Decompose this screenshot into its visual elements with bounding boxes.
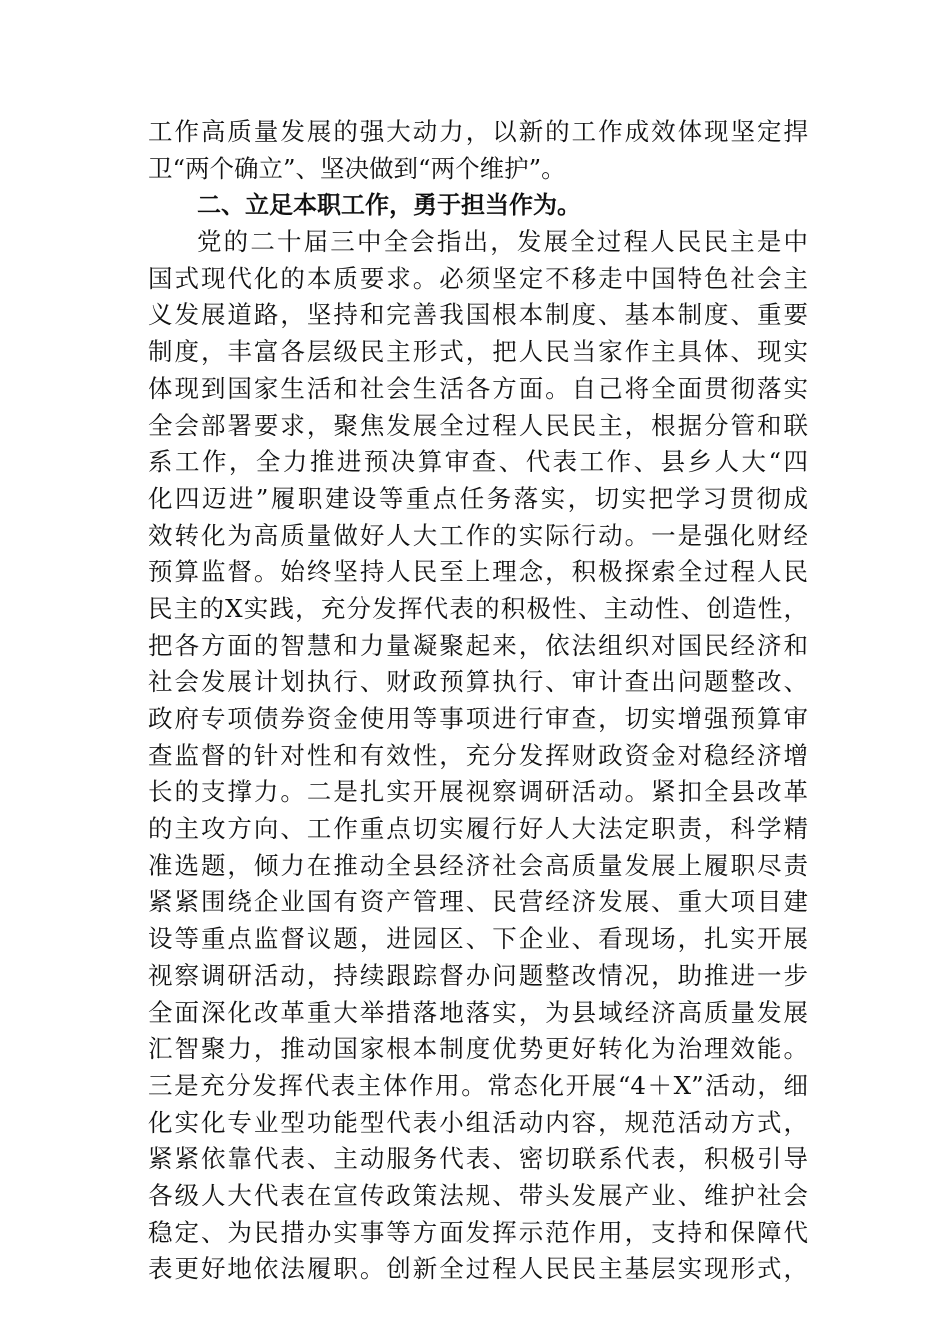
paragraph-line: 体现到国家生活和社会生活各方面。自己将全面贯彻落实 xyxy=(148,373,808,403)
paragraph-line: 三是充分发挥代表主体作用。常态化开展“4＋X”活动，细 xyxy=(148,1070,808,1100)
paragraph-line: 设等重点监督议题，进园区、下企业、看现场，扎实开展 xyxy=(148,924,808,954)
paragraph-line: 效转化为高质量做好人大工作的实际行动。一是强化财经 xyxy=(148,520,808,550)
paragraph-line: 各级人大代表在宣传政策法规、带头发展产业、维护社会 xyxy=(148,1180,808,1210)
document-body xyxy=(148,114,808,1288)
paragraph-line: 工作高质量发展的强大动力，以新的工作成效体现坚定捍 xyxy=(148,117,808,146)
paragraph-line: 长的支撑力。二是扎实开展视察调研活动。紧扣全县改革 xyxy=(148,777,808,807)
paragraph-line: 表更好地依法履职。创新全过程人民民主基层实现形式， xyxy=(148,1254,808,1284)
paragraph-line: 准选题，倾力在推动全县经济社会高质量发展上履职尽责 xyxy=(148,850,808,880)
paragraph-line: 全面深化改革重大举措落地落实，为县域经济高质量发展 xyxy=(148,997,808,1027)
paragraph-line: 预算监督。始终坚持人民至上理念，积极探索全过程人民 xyxy=(148,557,808,587)
paragraph-line: 卫“两个确立”、坚决做到“两个维护”。 xyxy=(148,153,566,183)
paragraph-line: 全会部署要求，聚焦发展全过程人民民主，根据分管和联 xyxy=(148,410,808,440)
paragraph-line: 党的二十届三中全会指出，发展全过程人民民主是中 xyxy=(197,227,808,257)
paragraph-line: 紧紧围绕企业国有资产管理、民营经济发展、重大项目建 xyxy=(148,887,808,917)
paragraph-line: 视察调研活动，持续跟踪督办问题整改情况，助推进一步 xyxy=(148,960,808,990)
paragraph-line: 化四迈进”履职建设等重点任务落实，切实把学习贯彻成 xyxy=(148,483,808,513)
paragraph-line: 查监督的针对性和有效性，充分发挥财政资金对稳经济增 xyxy=(148,740,808,770)
paragraph-line: 把各方面的智慧和力量凝聚起来，依法组织对国民经济和 xyxy=(148,630,808,660)
paragraph-line: 民主的X实践，充分发挥代表的积极性、主动性、创造性， xyxy=(148,593,808,623)
paragraph-line: 系工作，全力推进预决算审查、代表工作、县乡人大“四 xyxy=(148,447,808,477)
paragraph-line: 的主攻方向、工作重点切实履行好人大法定职责，科学精 xyxy=(148,814,808,844)
paragraph-line: 汇智聚力，推动国家根本制度优势更好转化为治理效能。 xyxy=(148,1034,808,1064)
paragraph-line: 化实化专业型功能型代表小组活动内容，规范活动方式， xyxy=(148,1107,808,1137)
section-heading: 二、立足本职工作，勇于担当作为。 xyxy=(197,191,581,220)
paragraph-line: 国式现代化的本质要求。必须坚定不移走中国特色社会主 xyxy=(148,263,808,293)
paragraph-line: 义发展道路，坚持和完善我国根本制度、基本制度、重要 xyxy=(148,300,808,330)
paragraph-line: 制度，丰富各层级民主形式，把人民当家作主具体、现实 xyxy=(148,337,808,367)
paragraph-line: 稳定、为民措办实事等方面发挥示范作用，支持和保障代 xyxy=(148,1217,808,1247)
paragraph-line: 政府专项债券资金使用等事项进行审查，切实增强预算审 xyxy=(148,704,808,733)
paragraph-line: 紧紧依靠代表、主动服务代表、密切联系代表，积极引导 xyxy=(148,1144,808,1174)
paragraph-line: 社会发展计划执行、财政预算执行、审计查出问题整改、 xyxy=(148,667,808,697)
